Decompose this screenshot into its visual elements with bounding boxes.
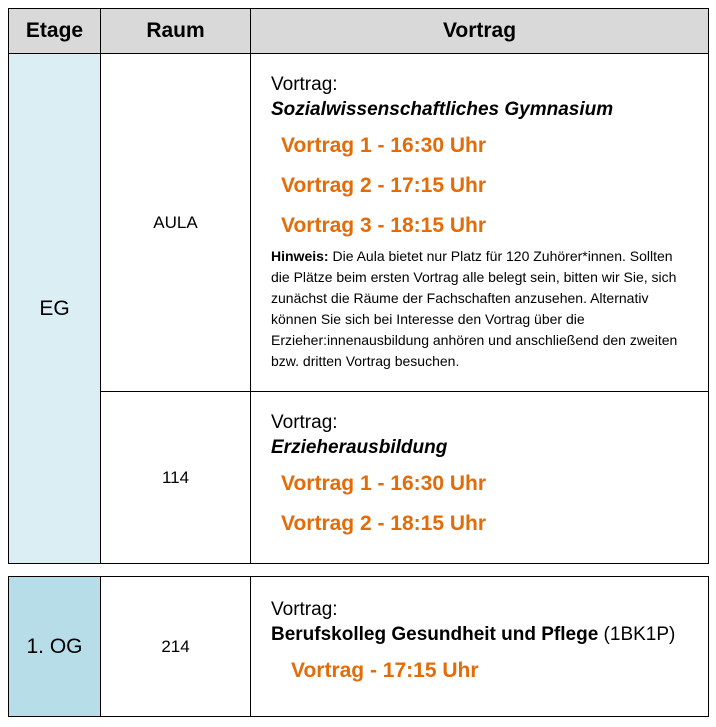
time-slot: Vortrag - 17:15 Uhr	[291, 659, 479, 682]
time-slot-2: Vortrag 2 - 17:15 Uhr	[281, 174, 487, 197]
vortrag-aula	[251, 54, 709, 392]
header-raum: Raum	[101, 9, 251, 54]
time-slot-1: Vortrag 1 - 16:30 Uhr	[281, 472, 487, 495]
vortrag-title: Erzieherausbildung	[271, 437, 448, 458]
vortrag-title: Sozialwissenschaftliches Gymnasium	[271, 99, 614, 120]
raum-214: 214	[101, 577, 251, 717]
schedule-table-eg	[8, 8, 709, 564]
course-code: (1BK1P)	[598, 624, 676, 645]
time-slot-2: Vortrag 2 - 18:15 Uhr	[281, 512, 487, 535]
table-row-114	[9, 392, 709, 564]
vortrag-title	[271, 621, 708, 649]
raum-aula: AULA	[101, 54, 251, 392]
etage-1og: 1. OG	[9, 577, 101, 717]
header-etage: Etage	[9, 9, 101, 54]
time-slot-3: Vortrag 3 - 18:15 Uhr	[281, 214, 487, 237]
header-row	[9, 9, 709, 54]
raum-114: 114	[101, 392, 251, 564]
vortrag-label: Vortrag:	[271, 74, 338, 95]
header-vortrag: Vortrag	[251, 9, 709, 54]
time-slot-1: Vortrag 1 - 16:30 Uhr	[281, 134, 487, 157]
hinweis-label: Hinweis:	[271, 248, 329, 264]
vortrag-title-text: Berufskolleg Gesundheit und Pflege	[271, 624, 599, 645]
vortrag-label: Vortrag:	[271, 599, 338, 620]
etage-eg: EG	[9, 54, 101, 564]
schedule-table-og	[8, 576, 709, 717]
vortrag-214	[251, 577, 709, 717]
hinweis-text: Die Aula bietet nur Platz für 120 Zuhörer*innen. Sollten die Plätze beim ersten Vortrag alle belegt sein, bitten wir Sie, sich zunächst die Räume der Fachschaften anzusehen. Alternativ können Sie sich bei Interesse den Vortrag über die Erzieher:innenausbildung anhören und anschließend den zweiten bzw. dritten Vortrag besuchen.	[271, 248, 678, 369]
vortrag-114	[251, 392, 709, 564]
table-row-aula	[9, 54, 709, 392]
hinweis-note	[271, 246, 708, 372]
vortrag-label: Vortrag:	[271, 412, 338, 433]
table-row-214	[9, 577, 709, 717]
